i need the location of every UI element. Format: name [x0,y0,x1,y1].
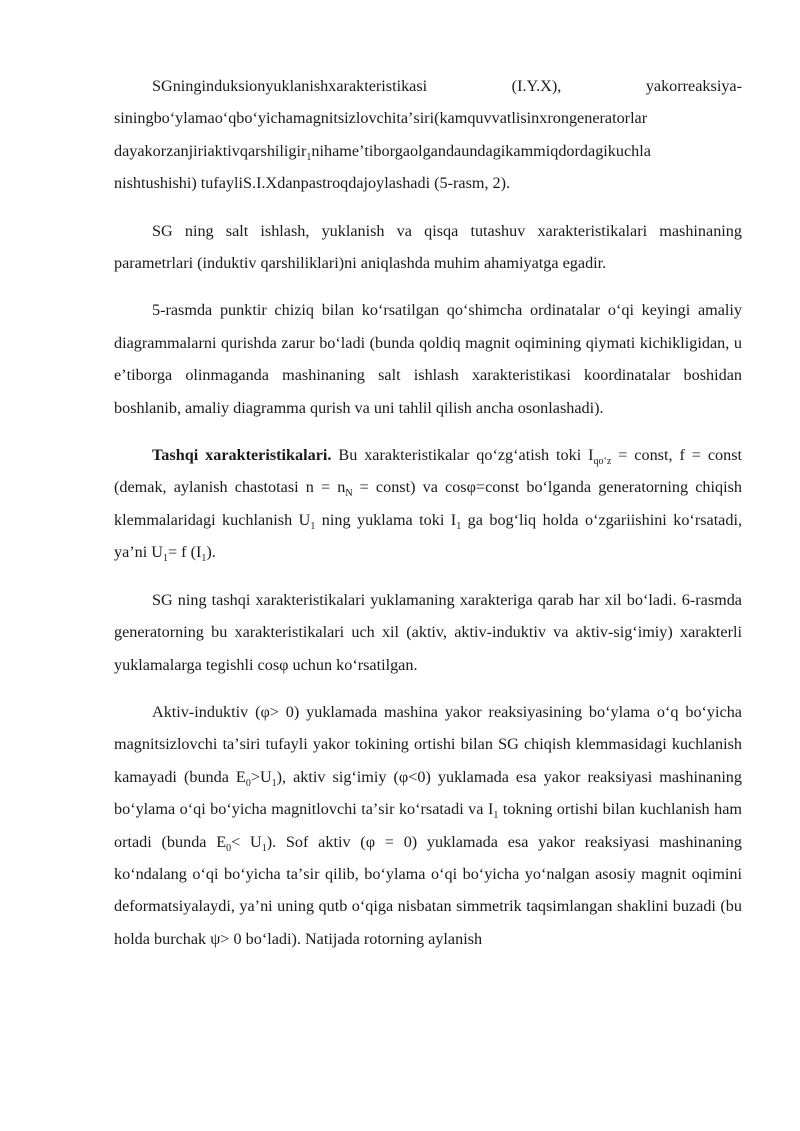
paragraph-2: SG ning salt ishlash, yuklanish va qisqa tutashuv xarakteristikalari mashinaning parametrlari (induktiv qarshiliklari)ni aniqlashda muhim ahamiyatga egadir. [114,221,742,273]
subscript: qoʻz [593,456,612,468]
text-run: ), aktiv sigʻimiy (φ<0) yuklamada esa yakor reaksiyasi mashinaning boʻylama oʻqi boʻyicha magnitlovchi taʼsir koʻrsatadi va I [114,767,742,819]
text-run: tokning ortishi bilan kuchlanish ham ortadi (bunda E [114,800,742,851]
subscript: 1 [493,810,499,822]
subscript: 1 [310,521,316,533]
paragraph-1-line-3-a: dayakorzanjiriaktivqarshiligir [114,141,307,160]
text-run: ga bogʻliq holda oʻzgariishini koʻrsatadi, yaʼni U [114,510,743,562]
subscript: 1 [261,842,267,854]
text-run: = const, f = const (demak, aylanish chastotasi n = n [114,446,742,497]
subscript: 1 [271,777,277,789]
section-heading: Tashqi xarakteristikalari. [152,446,332,465]
text-run: < U [231,832,262,851]
paragraph-1-line-1: SGninginduksionyuklanishxarakteristikasi (I.Y.X), yakorreaksiya- [152,77,742,95]
subscript: 1 [306,152,312,164]
text-run: ning yuklama toki I [315,510,457,529]
subscript: 1 [201,553,207,565]
subscript: 1 [456,521,462,533]
text-run: Bu xarakteristikalar qoʻzgʻatish toki I [331,446,594,465]
paragraph-1-line-2: siningboʻylamaoʻqboʻyichamagnitsizlovchitaʼsiri(kamquvvatlisinxrongeneratorlar [114,109,648,128]
subscript: N [345,488,353,500]
paragraph-4 [114,439,742,569]
subscript: 0 [226,842,232,854]
text-run: >U [250,767,272,786]
document-page [114,70,742,955]
paragraph-1-line-3-b: nihameʼtiborgaolgandaundagikammiqdordagikuchla [311,141,651,160]
text-run: = f (I [168,543,202,562]
text-run: Aktiv-induktiv (φ> 0) yuklamada mashina yakor reaksiyasining boʻylama oʻq boʻyicha magnitsizlovchi taʼsiri tufayli yakor tokining ortishi bilan SG chiqish klemmasidagi kuchlanish kamayadi (bunda E [114,702,742,786]
paragraph-6 [114,696,742,955]
subscript: 0 [245,777,251,789]
text-run: = const) va cosφ=const boʻlganda generatorning chiqish klemmalaridagi kuchlanish U [114,478,742,529]
subscript: 1 [163,553,168,565]
paragraph-1-line-4: nishtushishi) tufayliS.I.Xdanpastroqdajoylashadi (5-rasm, 2). [114,174,511,193]
text-run: ). Sof aktiv (φ = 0) yuklamada esa yakor reaksiyasi mashinaning koʻndalang oʻqi boʻyicha taʼsir qilib, boʻylama oʻqi boʻyicha yoʻnalgan asosiy magnit oqimini deformatsiyalaydi, yaʼni uning qutb oʻqiga nisbatan simmetrik taqsimlangan shaklini buzadi (bu holda burchak ψ> 0 boʻladi). Natijada rotorning aylanish [114,832,742,948]
text-run: ). [206,543,216,562]
paragraph-3: 5-rasmda punktir chiziq bilan koʻrsatilgan qoʻshimcha ordinatalar oʻqi keyingi amaliy diagrammalarni qurishda zarur boʻladi (bunda qoldiq magnit oqimining qiymati kichikligidan, u eʼtiborga olinmaganda mashinaning salt ishlash xarakteristikasi koordinatalar boshidan boshlanib, amaliy diagramma qurish va uni tahlil qilish ancha osonlashadi). [114,301,742,417]
paragraph-5: SG ning tashqi xarakteristikalari yuklamaning xarakteriga qarab har xil boʻladi. 6-rasmda generatorning bu xarakteristikalari uch xil (aktiv, aktiv-induktiv va aktiv-sigʻimiy) xarakterli yuklamalarga tegishli cosφ uchun koʻrsatilgan. [114,590,742,674]
paragraph-1 [114,70,742,200]
paragraph-1-line-3 [114,135,742,167]
